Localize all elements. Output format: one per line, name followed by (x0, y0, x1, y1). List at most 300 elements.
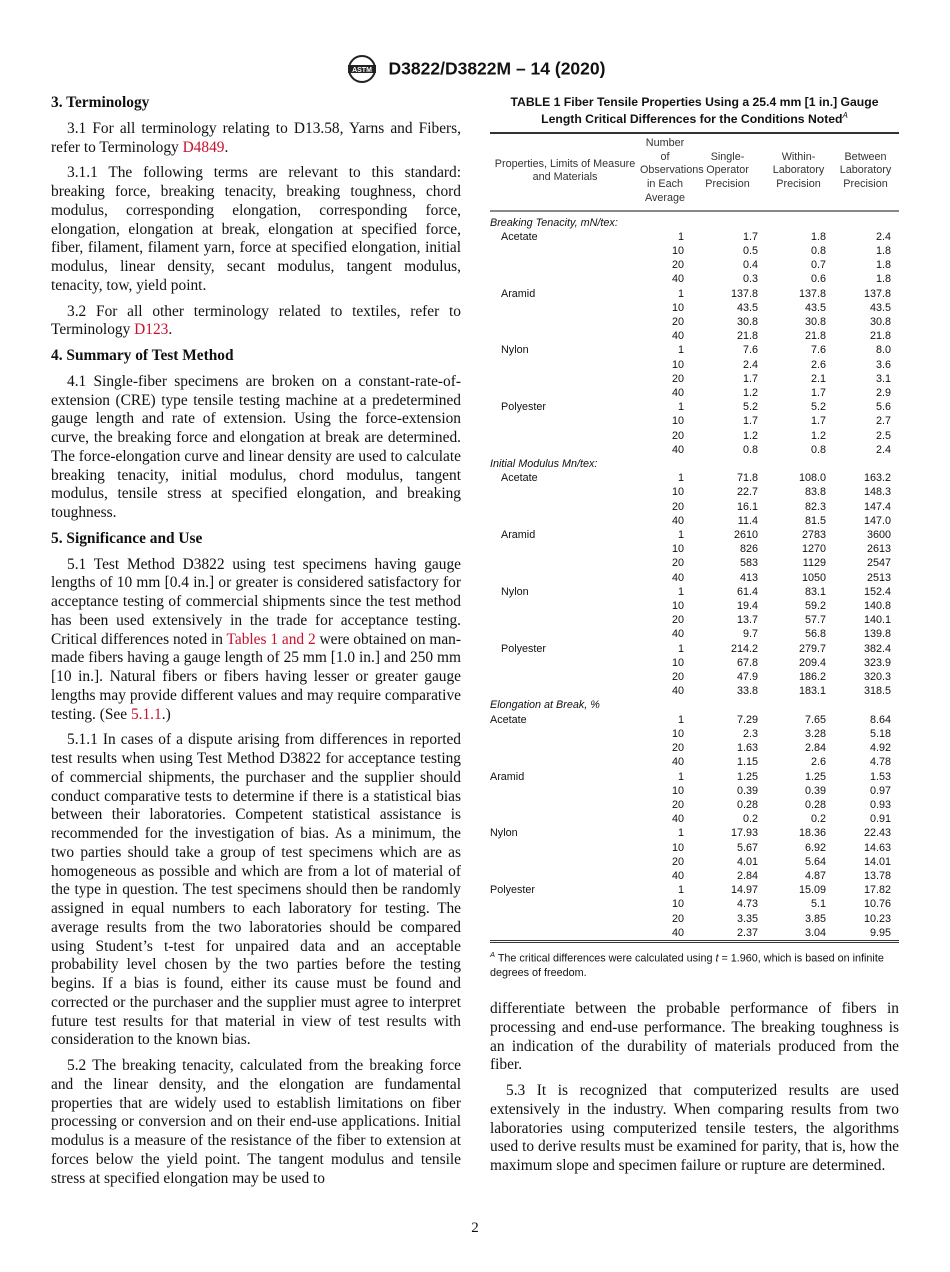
within-lab-cell: 18.36 (798, 827, 826, 840)
between-lab-cell: 3.6 (875, 358, 891, 371)
group-label: Elongation at Break, % (490, 699, 600, 712)
single-operator-cell: 2610 (733, 529, 758, 542)
paragraph (490, 1000, 899, 1075)
observations-cell: 1 (677, 642, 684, 655)
observations-cell: 10 (671, 486, 684, 499)
observations-cell: 20 (671, 855, 684, 868)
table-row (490, 386, 899, 400)
between-lab-cell: 4.78 (869, 756, 891, 769)
between-lab-cell: 1.53 (869, 770, 891, 783)
between-lab-cell: 147.0 (863, 514, 891, 527)
observations-cell: 10 (671, 358, 684, 371)
within-lab-cell: 6.92 (804, 841, 826, 854)
table-row (490, 443, 899, 457)
single-operator-cell: 1.2 (742, 429, 758, 442)
within-lab-cell: 1129 (802, 557, 826, 570)
between-lab-cell: 21.8 (869, 330, 891, 343)
text-segment: 3.2 For all other terminology related to textiles, refer to Terminology (51, 302, 461, 339)
between-lab-cell: 2513 (866, 571, 891, 584)
header-properties: Properties, Limits of Measure and Materials (494, 157, 636, 184)
table-row (490, 684, 899, 698)
text-segment: 3.1.1 The following terms are relevant to this standard: breaking force, breaking tenacity, breaking toughness, chord modulus, corresponding elongation, corresponding force, elongation, elongation at break, elongation at specified force, fiber, filament, filament yarn, force at specified elongation, initial modulus, linear density, secant modulus, tangent modulus, tenacity, tow, yield point. (51, 164, 461, 294)
observations-cell: 1 (677, 230, 684, 243)
table-row (490, 528, 899, 542)
material-cell (490, 500, 640, 514)
svg-text:ASTM: ASTM (351, 67, 372, 74)
single-operator-cell: 1.7 (742, 372, 758, 385)
observations-cell: 40 (671, 514, 684, 527)
observations-cell: 10 (671, 898, 684, 911)
between-lab-cell: 2.4 (875, 230, 891, 243)
table-row (490, 855, 899, 869)
material-cell (490, 386, 640, 400)
table-row (490, 897, 899, 911)
between-lab-cell: 22.43 (863, 827, 891, 840)
text-segment: 5.3 It is recognized that computerized results are used extensively in the industry. When comparing results from two laboratories using computerized tensile testers, the algorithms used to derive results must be examined for parity, that is, how the maximum slope and specimen failure or rupture are determined. (490, 1082, 899, 1174)
material-cell: Nylon (490, 827, 518, 840)
single-operator-cell: 1.63 (736, 742, 758, 755)
between-lab-cell: 323.9 (863, 656, 891, 669)
section-heading (51, 94, 461, 113)
table-row (490, 301, 899, 315)
within-lab-cell: 30.8 (804, 316, 826, 328)
single-operator-cell: 5.67 (736, 841, 758, 854)
observations-cell: 40 (671, 756, 684, 769)
single-operator-cell: 4.73 (736, 898, 758, 911)
between-lab-cell: 2547 (866, 557, 891, 570)
text-segment: 5.1 Test Method D3822 using test specimens having gauge lengths of 10 mm [0.4 in.] or greater is considered satisfactory for acceptance testing of commercial shipments since the test method has been used extensively in the trade for acceptance testing. Critical differences noted in (51, 555, 461, 648)
single-operator-cell: 0.39 (736, 784, 758, 797)
material-cell: Polyester (490, 884, 536, 897)
single-operator-cell: 7.29 (736, 713, 758, 726)
material-cell (490, 656, 640, 670)
table-row (490, 741, 899, 755)
between-lab-cell: 0.91 (869, 813, 891, 826)
within-lab-cell: 279.7 (798, 642, 826, 655)
table-row (490, 784, 899, 798)
table-row (490, 358, 899, 372)
observations-cell: 10 (671, 244, 684, 257)
material-cell (490, 414, 640, 428)
material-cell: Nylon (501, 344, 529, 357)
within-lab-cell: 5.2 (810, 401, 826, 414)
between-lab-cell: 1.8 (875, 259, 891, 272)
material-cell: Polyester (501, 642, 547, 655)
reference-link[interactable]: D4849 (182, 138, 225, 156)
single-operator-cell: 0.28 (736, 798, 758, 811)
within-lab-cell: 0.2 (810, 813, 826, 826)
within-lab-cell: 1270 (801, 543, 826, 556)
single-operator-cell: 19.4 (736, 600, 758, 613)
between-lab-cell: 10.23 (863, 912, 891, 925)
between-lab-cell: 30.8 (869, 316, 891, 328)
footnote-marker: A (842, 111, 848, 120)
within-lab-cell: 0.6 (810, 273, 826, 286)
material-cell (490, 542, 640, 556)
text-segment: 4.1 Single-fiber specimens are broken on a constant-rate-of-extension (CRE) type tensile testing machine at a predetermined gauge length and rate of extension. Using the force-extension curve, the breaking force and elongation at break are determined. The force-elongation curve and linear density are used to calculate breaking tenacity, initial modulus, chord modulus, tangent modulus, tensile stress at specified elongation, and breaking toughness. (51, 372, 461, 521)
material-cell (490, 301, 640, 315)
between-lab-cell: 140.1 (863, 614, 891, 627)
between-lab-cell: 10.76 (863, 898, 891, 911)
between-lab-cell: 5.18 (869, 727, 891, 740)
material-cell (490, 869, 640, 883)
material-cell (490, 755, 640, 769)
paragraph (51, 120, 461, 158)
observations-cell: 10 (671, 727, 684, 740)
between-lab-cell: 137.8 (863, 287, 891, 300)
table-row (490, 656, 899, 670)
table-row (490, 798, 899, 812)
astm-logo (345, 54, 379, 84)
table-row (490, 272, 899, 286)
table-row (490, 315, 899, 329)
table-row (490, 642, 899, 656)
material-cell (490, 613, 640, 627)
between-lab-cell: 163.2 (863, 472, 891, 485)
within-lab-cell: 56.8 (804, 628, 826, 641)
text-segment: 5. Significance and Use (51, 529, 203, 547)
table-header-row (490, 133, 899, 211)
observations-cell: 40 (671, 387, 684, 400)
between-lab-cell: 147.4 (863, 500, 891, 513)
between-lab-cell: 8.64 (869, 713, 891, 726)
between-lab-cell: 9.95 (869, 926, 891, 939)
table-row (490, 826, 899, 840)
material-cell (490, 897, 640, 911)
within-lab-cell: 2.84 (804, 742, 826, 755)
within-lab-cell: 5.64 (804, 855, 826, 868)
paragraph (51, 731, 461, 1050)
table-row (490, 770, 899, 784)
material-cell (490, 784, 640, 798)
single-operator-cell: 1.7 (742, 415, 758, 428)
table-row (490, 869, 899, 883)
single-operator-cell: 0.4 (742, 259, 758, 272)
within-lab-cell: 0.7 (810, 259, 826, 272)
material-cell (490, 485, 640, 499)
material-cell (490, 372, 640, 386)
material-cell (490, 443, 640, 457)
observations-cell: 40 (671, 926, 684, 939)
single-operator-cell: 67.8 (736, 656, 758, 669)
paragraph (51, 303, 461, 341)
section-heading (51, 347, 461, 366)
between-lab-cell: 2.9 (875, 387, 891, 400)
table-row (490, 883, 899, 897)
within-lab-cell: 3.04 (804, 926, 826, 939)
table-row (490, 471, 899, 485)
single-operator-cell: 2.4 (742, 358, 758, 371)
within-lab-cell: 2.1 (810, 372, 826, 385)
table-row (490, 429, 899, 443)
material-cell (490, 329, 640, 343)
table-row (490, 670, 899, 684)
material-cell (490, 429, 640, 443)
text-segment: 3. Terminology (51, 94, 150, 111)
between-lab-cell: 0.93 (869, 798, 891, 811)
within-lab-cell: 0.28 (804, 798, 826, 811)
observations-cell: 20 (671, 557, 684, 570)
paragraph (51, 164, 461, 295)
table-group-row (490, 698, 899, 712)
material-cell (490, 556, 640, 570)
observations-cell: 40 (671, 443, 684, 456)
right-column (490, 1000, 899, 1183)
between-lab-cell: 148.3 (863, 486, 891, 499)
material-cell: Aramid (501, 529, 536, 542)
table-title (490, 95, 899, 126)
header-between-laboratory: Between Laboratory Precision (839, 150, 892, 191)
between-lab-cell: 0.97 (869, 784, 891, 797)
observations-cell: 1 (677, 401, 684, 414)
within-lab-cell: 3.28 (804, 727, 826, 740)
table-row (490, 500, 899, 514)
observations-cell: 1 (677, 344, 684, 357)
within-lab-cell: 4.87 (804, 869, 826, 882)
material-cell (490, 244, 640, 258)
page-number: 2 (471, 1220, 479, 1236)
text-segment: were obtained on man-made fibers having a gauge length of 25 mm [1.0 in.] and 250 mm [10 in.]. Natural fibers or fibers having lesser or greater gauge lengths may provide different values and may require comparative testing. (See (51, 630, 461, 723)
table-row (490, 585, 899, 599)
table-row (490, 755, 899, 769)
single-operator-cell: 9.7 (742, 628, 758, 641)
table-row (490, 556, 899, 570)
within-lab-cell: 3.85 (804, 912, 826, 925)
observations-cell: 20 (671, 614, 684, 627)
between-lab-cell: 5.6 (875, 401, 891, 414)
within-lab-cell: 186.2 (798, 671, 826, 684)
between-lab-cell: 382.4 (863, 642, 891, 655)
observations-cell: 40 (671, 330, 684, 343)
between-lab-cell: 318.5 (863, 685, 891, 698)
within-lab-cell: 137.8 (798, 287, 826, 300)
paragraph (490, 1082, 899, 1176)
left-column (51, 94, 461, 1195)
table-row (490, 912, 899, 926)
table-row (490, 542, 899, 556)
material-cell (490, 358, 640, 372)
reference-link[interactable]: Tables 1 and 2 (226, 630, 316, 648)
page-header (0, 54, 950, 84)
observations-cell: 10 (671, 841, 684, 854)
within-lab-cell: 0.39 (804, 784, 826, 797)
footnote-text: = 1.960, which is based on infinite degrees of freedom. (490, 952, 884, 979)
within-lab-cell: 1.7 (810, 415, 826, 428)
single-operator-cell: 71.8 (736, 472, 758, 485)
between-lab-cell: 2613 (866, 543, 891, 556)
material-cell: Nylon (501, 585, 529, 598)
observations-cell: 10 (671, 415, 684, 428)
table-row (490, 400, 899, 414)
observations-cell: 40 (671, 273, 684, 286)
material-cell (490, 315, 640, 329)
table-group-row (490, 211, 899, 230)
between-lab-cell: 140.8 (863, 600, 891, 613)
table-row (490, 287, 899, 301)
between-lab-cell: 139.8 (863, 628, 891, 641)
header-single-operator: Single-Operator Precision (705, 150, 750, 191)
within-lab-cell: 1.25 (804, 770, 826, 783)
observations-cell: 40 (671, 628, 684, 641)
table-row (490, 414, 899, 428)
observations-cell: 20 (671, 798, 684, 811)
material-cell: Acetate (501, 472, 538, 485)
paragraph (51, 1057, 461, 1188)
observations-cell: 1 (677, 287, 684, 300)
material-cell (490, 571, 640, 585)
single-operator-cell: 3.35 (736, 912, 758, 925)
single-operator-cell: 0.3 (742, 273, 758, 286)
material-cell (490, 599, 640, 613)
within-lab-cell: 7.6 (810, 344, 826, 357)
observations-cell: 1 (677, 529, 684, 542)
single-operator-cell: 30.8 (736, 316, 758, 328)
between-lab-cell: 152.4 (863, 585, 891, 598)
table-1 (490, 95, 899, 980)
group-label: Breaking Tenacity, mN/tex: (490, 216, 618, 229)
single-operator-cell: 7.6 (742, 344, 758, 357)
within-lab-cell: 1050 (801, 571, 826, 584)
observations-cell: 1 (677, 472, 684, 485)
group-label: Initial Modulus Mn/tex: (490, 458, 598, 471)
between-lab-cell: 13.78 (863, 869, 891, 882)
within-lab-cell: 2783 (801, 529, 826, 542)
footnote-marker: A (490, 949, 496, 959)
text-segment: . (224, 138, 229, 156)
material-cell (490, 272, 640, 286)
between-lab-cell: 3.1 (875, 372, 891, 385)
material-cell (490, 926, 640, 942)
observations-cell: 20 (671, 500, 684, 513)
within-lab-cell: 43.5 (804, 301, 826, 314)
material-cell (490, 841, 640, 855)
within-lab-cell: 108.0 (798, 472, 826, 485)
between-lab-cell: 1.8 (875, 273, 891, 286)
within-lab-cell: 15.09 (798, 884, 826, 897)
observations-cell: 10 (671, 784, 684, 797)
within-lab-cell: 1.8 (810, 230, 826, 243)
paragraph (51, 556, 461, 725)
within-lab-cell: 2.6 (810, 358, 826, 371)
within-lab-cell: 209.4 (798, 656, 826, 669)
within-lab-cell: 1.2 (810, 429, 826, 442)
single-operator-cell: 413 (739, 571, 758, 584)
between-lab-cell: 2.7 (875, 415, 891, 428)
single-operator-cell: 1.2 (742, 387, 758, 400)
table-row (490, 343, 899, 357)
material-cell (490, 741, 640, 755)
single-operator-cell: 1.15 (736, 756, 758, 769)
within-lab-cell: 0.8 (810, 443, 826, 456)
single-operator-cell: 4.01 (736, 855, 758, 868)
material-cell: Aramid (490, 770, 525, 783)
within-lab-cell: 83.1 (804, 585, 826, 598)
between-lab-cell: 17.82 (863, 884, 891, 897)
table-title-text: TABLE 1 Fiber Tensile Properties Using a 25.4 mm [1 in.] Gauge Length Critical Differences for the Conditions Noted (510, 95, 879, 127)
single-operator-cell: 33.8 (736, 685, 758, 698)
table-footnote (490, 948, 899, 980)
material-cell: Polyester (501, 401, 547, 414)
single-operator-cell: 2.3 (742, 727, 758, 740)
single-operator-cell: 137.8 (730, 287, 758, 300)
within-lab-cell: 83.8 (804, 486, 826, 499)
table-row (490, 713, 899, 727)
within-lab-cell: 1.7 (810, 387, 826, 400)
material-cell (490, 855, 640, 869)
observations-cell: 20 (671, 912, 684, 925)
table-row (490, 613, 899, 627)
single-operator-cell: 16.1 (736, 500, 758, 513)
text-segment: differentiate between the probable performance of fibers in processing and end-use performance. The breaking toughness is an indication of the durability of materials produced from the fiber. (490, 1000, 899, 1074)
material-cell (490, 912, 640, 926)
table-row (490, 599, 899, 613)
observations-cell: 10 (671, 656, 684, 669)
table-row (490, 727, 899, 741)
single-operator-cell: 0.8 (742, 443, 758, 456)
reference-link[interactable]: D123 (134, 321, 169, 339)
table-row (490, 230, 899, 244)
table-row (490, 258, 899, 272)
single-operator-cell: 214.2 (730, 642, 758, 655)
single-operator-cell: 47.9 (736, 671, 758, 684)
observations-cell: 1 (677, 770, 684, 783)
within-lab-cell: 59.2 (804, 600, 826, 613)
single-operator-cell: 13.7 (736, 614, 758, 627)
single-operator-cell: 17.93 (730, 827, 758, 840)
table-row (490, 812, 899, 826)
observations-cell: 1 (677, 713, 684, 726)
single-operator-cell: 22.7 (736, 486, 758, 499)
material-cell (490, 727, 640, 741)
observations-cell: 20 (671, 429, 684, 442)
observations-cell: 20 (671, 742, 684, 755)
single-operator-cell: 2.37 (736, 926, 758, 939)
material-cell (490, 514, 640, 528)
table-row (490, 571, 899, 585)
material-cell (490, 627, 640, 641)
material-cell: Acetate (501, 230, 538, 243)
observations-cell: 40 (671, 813, 684, 826)
precision-table (490, 132, 899, 943)
table-row (490, 244, 899, 258)
single-operator-cell: 1.25 (736, 770, 758, 783)
text-segment: 5.1.1 In cases of a dispute arising from differences in reported test results when using Test Method D3822 for acceptance testing of commercial shipments, the purchaser and the supplier should conduct comparative tests to determine if there is a statistical bias between their laboratories. Competent statistical assistance is recommended for the investigation of bias. As a minimum, the two parties should take a group of test specimens which are as homogeneous as possible and which are from a lot of material of the type in question. The test specimens should then be randomly assigned in equal numbers to each laboratory for testing. The average results from the two laboratories should be compared using Student’s t-test for unpaired data and an acceptable probability level chosen by the two parties before the testing begins. If a bias is found, either its cause must be found and corrected or the purchaser and the supplier must agree to interpret future test results for that material in view of test results with consideration to the known bias. (51, 731, 461, 1049)
observations-cell: 20 (671, 671, 684, 684)
single-operator-cell: 21.8 (736, 330, 758, 343)
reference-link[interactable]: 5.1.1 (130, 705, 162, 723)
between-lab-cell: 14.63 (863, 841, 891, 854)
text-segment: 3.1 For all terminology relating to D13.58, Yarns and Fibers, refer to Terminology (51, 119, 461, 156)
header-within-laboratory: Within-Laboratory Precision (772, 150, 825, 191)
header-observations: Number of Observations in Each Average (640, 137, 704, 204)
section-heading (51, 530, 461, 549)
material-cell (490, 670, 640, 684)
table-group-row (490, 457, 899, 471)
observations-cell: 40 (671, 571, 684, 584)
observations-cell: 20 (671, 316, 684, 328)
observations-cell: 1 (677, 827, 684, 840)
within-lab-cell: 7.65 (804, 713, 826, 726)
single-operator-cell: 2.84 (736, 869, 758, 882)
within-lab-cell: 57.7 (804, 614, 826, 627)
within-lab-cell: 0.8 (810, 244, 826, 257)
single-operator-cell: 14.97 (730, 884, 758, 897)
between-lab-cell: 2.4 (875, 443, 891, 456)
single-operator-cell: 0.5 (742, 244, 758, 257)
between-lab-cell: 43.5 (869, 301, 891, 314)
between-lab-cell: 14.01 (863, 855, 891, 868)
within-lab-cell: 183.1 (798, 685, 826, 698)
